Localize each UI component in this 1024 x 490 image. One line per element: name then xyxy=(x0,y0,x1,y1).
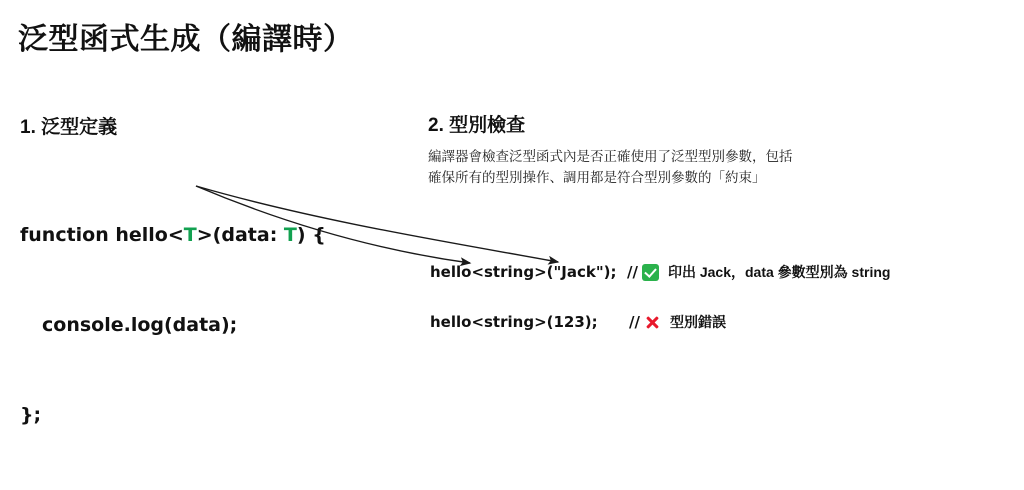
usage-comment-1: 印出 Jack，data 參數型別為 string xyxy=(667,264,891,280)
section-2-heading: 2. 型別檢查 xyxy=(428,115,526,136)
code-line-1 xyxy=(20,220,326,250)
type-parameter-usage: T xyxy=(283,224,297,246)
code-signature-before: function hello< xyxy=(20,224,184,246)
usage-comment-2: 型別錯誤 xyxy=(669,314,726,330)
type-check-description xyxy=(428,146,968,188)
page-title: 泛型函式生成（編譯時） xyxy=(18,23,354,56)
section-1-heading: 1. 泛型定義 xyxy=(20,117,118,138)
usage-example-invalid xyxy=(430,312,726,332)
usage-comment-slashes-2: // xyxy=(597,313,640,331)
description-line-2: 確保所有的型別操作、調用都是符合型別參數的「約束」 xyxy=(428,170,766,185)
usage-call-2: hello<string>(123); xyxy=(430,313,598,331)
type-parameter-declaration: T xyxy=(183,224,197,246)
usage-call-1: hello<string>("Jack"); xyxy=(430,263,617,281)
check-green-icon xyxy=(642,264,659,281)
usage-comment-slashes-1: // xyxy=(616,263,638,281)
code-line-3: }; xyxy=(20,404,42,426)
usage-example-valid xyxy=(430,262,890,282)
description-line-1: 編譯器會檢查泛型函式內是否正確使用了泛型型別參數，包括 xyxy=(428,149,793,164)
code-line-2: console.log(data); xyxy=(42,314,238,336)
generic-definition-code xyxy=(20,160,326,490)
code-signature-after: ) { xyxy=(296,224,326,246)
cross-red-icon xyxy=(644,314,661,331)
code-signature-middle: >(data: xyxy=(196,224,284,246)
